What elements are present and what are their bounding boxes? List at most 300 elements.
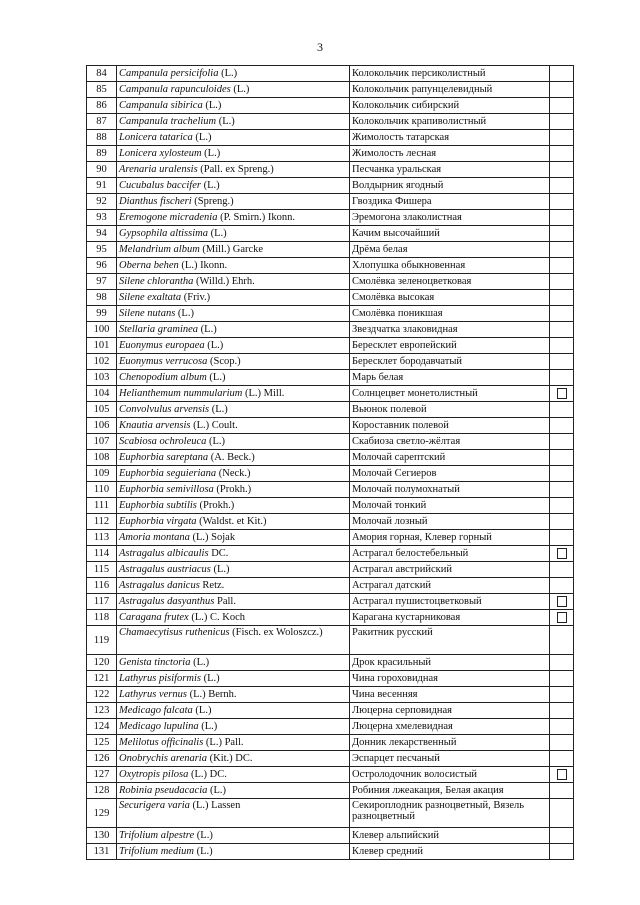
mark-cell [550, 482, 574, 498]
russian-name-cell: Карагана кустарниковая [350, 610, 550, 626]
mark-cell [550, 274, 574, 290]
russian-name-cell: Астрагал белостебельный [350, 546, 550, 562]
mark-cell [550, 82, 574, 98]
latin-name-cell [117, 306, 350, 322]
row-number: 110 [87, 482, 117, 498]
table-row [87, 130, 574, 146]
mark-cell [550, 450, 574, 466]
row-number: 94 [87, 226, 117, 242]
latin-author: (L.) [203, 673, 220, 684]
table-row [87, 66, 574, 82]
latin-genus-species: Medicago lupulina [119, 721, 199, 732]
latin-genus-species: Stellaria graminea [119, 324, 199, 335]
latin-name-cell [117, 828, 350, 844]
mark-cell [550, 530, 574, 546]
checkbox-square-icon [557, 769, 567, 780]
row-number: 126 [87, 751, 117, 767]
table-row [87, 466, 574, 482]
row-number: 122 [87, 687, 117, 703]
latin-name-cell [117, 498, 350, 514]
russian-name-cell: Бересклет европейский [350, 338, 550, 354]
russian-name-cell: Эремогона злаколистная [350, 210, 550, 226]
latin-author: (Waldst. et Kit.) [199, 516, 267, 527]
table-row [87, 828, 574, 844]
table-row [87, 242, 574, 258]
latin-author: (L.) [221, 68, 238, 79]
latin-name-cell [117, 530, 350, 546]
russian-name-cell: Смолёвка высокая [350, 290, 550, 306]
table-row [87, 719, 574, 735]
latin-genus-species: Caragana frutex [119, 612, 189, 623]
russian-name-cell: Колокольчик персиколистный [350, 66, 550, 82]
mark-cell [550, 306, 574, 322]
latin-author: (L.) Sojak [192, 532, 236, 543]
table-row [87, 98, 574, 114]
mark-cell [550, 338, 574, 354]
latin-author: (L.) [211, 404, 228, 415]
russian-name-cell: Колокольчик рапунцелевидный [350, 82, 550, 98]
latin-name-cell [117, 735, 350, 751]
latin-genus-species: Gypsophila altissima [119, 228, 208, 239]
latin-genus-species: Melilotus officinalis [119, 737, 204, 748]
row-number: 88 [87, 130, 117, 146]
latin-author: (L.) DC. [190, 769, 227, 780]
russian-name-cell: Молочай сарептский [350, 450, 550, 466]
latin-genus-species: Campanula sibirica [119, 100, 203, 111]
latin-author: (Spreng.) [194, 196, 234, 207]
table-row [87, 735, 574, 751]
latin-name-cell [117, 226, 350, 242]
row-number: 97 [87, 274, 117, 290]
russian-name-cell: Колокольчик сибирский [350, 98, 550, 114]
mark-cell [550, 514, 574, 530]
table-row [87, 687, 574, 703]
table-row [87, 178, 574, 194]
latin-author: (L.) [193, 657, 210, 668]
table-row [87, 418, 574, 434]
row-number: 85 [87, 82, 117, 98]
latin-genus-species: Campanula persicifolia [119, 68, 219, 79]
latin-author: (Willd.) Ehrh. [196, 276, 255, 287]
table-row [87, 146, 574, 162]
latin-genus-species: Euphorbia sareptana [119, 452, 209, 463]
latin-name-cell [117, 402, 350, 418]
mark-cell [550, 719, 574, 735]
mark-cell [550, 828, 574, 844]
latin-genus-species: Trifolium alpestre [119, 830, 195, 841]
row-number: 131 [87, 844, 117, 860]
latin-name-cell [117, 370, 350, 386]
row-number: 109 [87, 466, 117, 482]
russian-name-cell: Астрагал австрийский [350, 562, 550, 578]
latin-genus-species: Euphorbia subtilis [119, 500, 197, 511]
row-number: 99 [87, 306, 117, 322]
checkbox-square-icon [557, 596, 567, 607]
latin-name-cell [117, 450, 350, 466]
table-row [87, 626, 574, 655]
latin-genus-species: Astragalus dasyanthus [119, 596, 215, 607]
latin-author: Retz. [202, 580, 225, 591]
mark-cell [550, 226, 574, 242]
latin-genus-species: Astragalus albicaulis [119, 548, 209, 559]
mark-cell [550, 178, 574, 194]
latin-genus-species: Chamaecytisus ruthenicus [119, 627, 230, 638]
latin-genus-species: Robinia pseudacacia [119, 785, 208, 796]
latin-author: (L.) [203, 180, 220, 191]
mark-cell [550, 767, 574, 783]
latin-genus-species: Helianthemum nummularium [119, 388, 243, 399]
latin-genus-species: Campanula trachelium [119, 116, 217, 127]
russian-name-cell: Клевер альпийский [350, 828, 550, 844]
latin-genus-species: Euphorbia semivillosa [119, 484, 214, 495]
mark-cell [550, 162, 574, 178]
mark-cell [550, 210, 574, 226]
table-row [87, 751, 574, 767]
russian-name-cell: Молочай лозный [350, 514, 550, 530]
row-number: 127 [87, 767, 117, 783]
mark-cell [550, 466, 574, 482]
row-number: 107 [87, 434, 117, 450]
latin-genus-species: Dianthus fischeri [119, 196, 192, 207]
row-number: 105 [87, 402, 117, 418]
latin-genus-species: Amoria montana [119, 532, 190, 543]
row-number: 108 [87, 450, 117, 466]
latin-genus-species: Convolvulus arvensis [119, 404, 210, 415]
latin-name-cell [117, 751, 350, 767]
russian-name-cell: Короставник полевой [350, 418, 550, 434]
row-number: 84 [87, 66, 117, 82]
mark-cell [550, 498, 574, 514]
row-number: 96 [87, 258, 117, 274]
latin-genus-species: Medicago falcata [119, 705, 193, 716]
latin-name-cell [117, 783, 350, 799]
russian-name-cell: Амория горная, Клевер горный [350, 530, 550, 546]
latin-author: (L.) [210, 228, 227, 239]
latin-name-cell [117, 626, 350, 655]
russian-name-cell: Люцерна серповидная [350, 703, 550, 719]
latin-author: (Fisch. ex Woloszcz.) [232, 627, 323, 638]
latin-author: (L.) [196, 846, 213, 857]
latin-genus-species: Silene chlorantha [119, 276, 194, 287]
russian-name-cell: Жимолость лесная [350, 146, 550, 162]
russian-name-cell: Гвоздика Фишера [350, 194, 550, 210]
russian-name-cell: Чина гороховидная [350, 671, 550, 687]
latin-genus-species: Chenopodium album [119, 372, 207, 383]
russian-name-cell: Звездчатка злаковидная [350, 322, 550, 338]
latin-author: (L.) C. Koch [191, 612, 245, 623]
latin-author: (P. Smirn.) Ikonn. [220, 212, 296, 223]
russian-name-cell: Песчанка уральская [350, 162, 550, 178]
mark-cell [550, 370, 574, 386]
latin-author: (L.) [209, 436, 226, 447]
mark-cell [550, 655, 574, 671]
mark-cell [550, 242, 574, 258]
latin-genus-species: Lathyrus vernus [119, 689, 187, 700]
mark-cell [550, 687, 574, 703]
row-number: 129 [87, 799, 117, 828]
latin-genus-species: Lonicera tatarica [119, 132, 193, 143]
row-number: 111 [87, 498, 117, 514]
table-row [87, 562, 574, 578]
mark-cell [550, 258, 574, 274]
table-row [87, 194, 574, 210]
latin-genus-species: Arenaria uralensis [119, 164, 198, 175]
mark-cell [550, 290, 574, 306]
latin-name-cell [117, 546, 350, 562]
latin-author: (L.) [204, 148, 221, 159]
latin-author: (L.) [201, 721, 218, 732]
latin-genus-species: Euonymus europaea [119, 340, 205, 351]
table-row [87, 799, 574, 828]
latin-genus-species: Oxytropis pilosa [119, 769, 189, 780]
latin-author: DC. [211, 548, 229, 559]
russian-name-cell: Астрагал датский [350, 578, 550, 594]
latin-genus-species: Astragalus austriacus [119, 564, 211, 575]
table-row [87, 322, 574, 338]
mark-cell [550, 114, 574, 130]
latin-name-cell [117, 66, 350, 82]
table-row [87, 482, 574, 498]
latin-name-cell [117, 578, 350, 594]
latin-name-cell [117, 242, 350, 258]
table-row [87, 338, 574, 354]
row-number: 125 [87, 735, 117, 751]
latin-name-cell [117, 322, 350, 338]
russian-name-cell: Чина весенняя [350, 687, 550, 703]
row-number: 91 [87, 178, 117, 194]
latin-name-cell [117, 274, 350, 290]
latin-author: (Prokh.) [199, 500, 235, 511]
latin-name-cell [117, 514, 350, 530]
russian-name-cell: Молочай тонкий [350, 498, 550, 514]
latin-author: (Scop.) [209, 356, 241, 367]
russian-name-cell: Колокольчик крапиволистный [350, 114, 550, 130]
russian-name-cell: Бересклет бородавчатый [350, 354, 550, 370]
latin-name-cell [117, 98, 350, 114]
mark-cell [550, 562, 574, 578]
row-number: 86 [87, 98, 117, 114]
russian-name-cell: Молочай полумохнатый [350, 482, 550, 498]
russian-name-cell: Качим высочайший [350, 226, 550, 242]
table-row [87, 114, 574, 130]
table-row [87, 703, 574, 719]
russian-name-cell: Дрок красильный [350, 655, 550, 671]
latin-author: Pall. [217, 596, 236, 607]
latin-genus-species: Eremogone micradenia [119, 212, 218, 223]
latin-author: (L.) [209, 785, 227, 796]
table-row [87, 844, 574, 860]
mark-cell [550, 783, 574, 799]
latin-genus-species: Astragalus danicus [119, 580, 200, 591]
mark-cell [550, 66, 574, 82]
russian-name-cell: Секироплодник разноцветный, Вязель разноцветный [350, 799, 550, 828]
row-number: 103 [87, 370, 117, 386]
latin-name-cell [117, 466, 350, 482]
latin-genus-species: Scabiosa ochroleuca [119, 436, 207, 447]
latin-genus-species: Silene nutans [119, 308, 176, 319]
russian-name-cell: Волдырник ягодный [350, 178, 550, 194]
table-row [87, 258, 574, 274]
row-number: 118 [87, 610, 117, 626]
mark-cell [550, 546, 574, 562]
latin-genus-species: Lonicera xylosteum [119, 148, 202, 159]
latin-author: (L.) [218, 116, 235, 127]
russian-name-cell: Робиния лжеакация, Белая акация [350, 783, 550, 799]
row-number: 114 [87, 546, 117, 562]
table-row [87, 370, 574, 386]
table-row [87, 578, 574, 594]
table-row [87, 290, 574, 306]
row-number: 89 [87, 146, 117, 162]
mark-cell [550, 402, 574, 418]
table-row [87, 671, 574, 687]
mark-cell [550, 594, 574, 610]
latin-name-cell [117, 210, 350, 226]
latin-author: (L.) [196, 830, 213, 841]
row-number: 128 [87, 783, 117, 799]
row-number: 124 [87, 719, 117, 735]
latin-genus-species: Melandrium album [119, 244, 200, 255]
row-number: 101 [87, 338, 117, 354]
mark-cell [550, 130, 574, 146]
table-row [87, 226, 574, 242]
mark-cell [550, 703, 574, 719]
table-row [87, 354, 574, 370]
mark-cell [550, 354, 574, 370]
mark-cell [550, 386, 574, 402]
mark-cell [550, 98, 574, 114]
latin-name-cell [117, 482, 350, 498]
species-table-body [87, 66, 574, 860]
latin-author: (A. Beck.) [210, 452, 255, 463]
latin-genus-species: Knautia arvensis [119, 420, 191, 431]
latin-name-cell [117, 386, 350, 402]
table-row [87, 610, 574, 626]
latin-name-cell [117, 719, 350, 735]
mark-cell [550, 322, 574, 338]
row-number: 95 [87, 242, 117, 258]
table-row [87, 655, 574, 671]
latin-author: (L.) [209, 372, 226, 383]
mark-cell [550, 735, 574, 751]
latin-name-cell [117, 418, 350, 434]
latin-name-cell [117, 194, 350, 210]
latin-author: (L.) [177, 308, 194, 319]
table-row [87, 386, 574, 402]
latin-name-cell [117, 703, 350, 719]
mark-cell [550, 671, 574, 687]
latin-name-cell [117, 338, 350, 354]
latin-name-cell [117, 594, 350, 610]
mark-cell [550, 146, 574, 162]
latin-name-cell [117, 434, 350, 450]
row-number: 92 [87, 194, 117, 210]
latin-name-cell [117, 844, 350, 860]
latin-genus-species: Onobrychis arenaria [119, 753, 207, 764]
row-number: 113 [87, 530, 117, 546]
table-row [87, 450, 574, 466]
latin-author: (L.) [195, 705, 212, 716]
latin-name-cell [117, 799, 350, 828]
latin-name-cell [117, 767, 350, 783]
latin-genus-species: Oberna behen [119, 260, 179, 271]
latin-author: (Kit.) DC. [209, 753, 253, 764]
row-number: 106 [87, 418, 117, 434]
latin-author: (L.) Mill. [245, 388, 285, 399]
table-row [87, 402, 574, 418]
row-number: 117 [87, 594, 117, 610]
table-row [87, 514, 574, 530]
mark-cell [550, 626, 574, 655]
latin-name-cell [117, 610, 350, 626]
row-number: 98 [87, 290, 117, 306]
table-row [87, 210, 574, 226]
russian-name-cell: Солнцецвет монетолистный [350, 386, 550, 402]
row-number: 123 [87, 703, 117, 719]
mark-cell [550, 194, 574, 210]
latin-name-cell [117, 687, 350, 703]
latin-author: (L.) Lassen [192, 800, 241, 811]
latin-author: (L.) Coult. [193, 420, 238, 431]
table-row [87, 783, 574, 799]
latin-author: (L.) [213, 564, 230, 575]
row-number: 130 [87, 828, 117, 844]
row-number: 93 [87, 210, 117, 226]
latin-author: (Mill.) Garcke [202, 244, 264, 255]
mark-cell [550, 799, 574, 828]
checkbox-square-icon [557, 548, 567, 559]
table-row [87, 530, 574, 546]
russian-name-cell: Марь белая [350, 370, 550, 386]
latin-author: (L.) Ikonn. [181, 260, 228, 271]
latin-author: (Prokh.) [216, 484, 252, 495]
latin-name-cell [117, 290, 350, 306]
latin-author: (Pall. ex Spreng.) [200, 164, 274, 175]
checkbox-square-icon [557, 388, 567, 399]
checkbox-square-icon [557, 612, 567, 623]
row-number: 112 [87, 514, 117, 530]
table-row [87, 274, 574, 290]
russian-name-cell: Скабиоза светло-жёлтая [350, 434, 550, 450]
latin-author: (L.) Bernh. [189, 689, 237, 700]
latin-name-cell [117, 146, 350, 162]
species-table [86, 65, 574, 860]
russian-name-cell: Ракитник русский [350, 626, 550, 655]
latin-name-cell [117, 114, 350, 130]
row-number: 104 [87, 386, 117, 402]
table-row [87, 594, 574, 610]
russian-name-cell: Эспарцет песчаный [350, 751, 550, 767]
table-row [87, 498, 574, 514]
latin-name-cell [117, 162, 350, 178]
latin-name-cell [117, 354, 350, 370]
latin-name-cell [117, 671, 350, 687]
latin-author: (Friv.) [183, 292, 211, 303]
latin-genus-species: Euphorbia virgata [119, 516, 197, 527]
russian-name-cell: Донник лекарственный [350, 735, 550, 751]
latin-author: (Neck.) [218, 468, 251, 479]
russian-name-cell: Дрёма белая [350, 242, 550, 258]
latin-genus-species: Silene exaltata [119, 292, 182, 303]
russian-name-cell: Хлопушка обыкновенная [350, 258, 550, 274]
russian-name-cell: Жимолость татарская [350, 130, 550, 146]
russian-name-cell: Клевер средний [350, 844, 550, 860]
table-row [87, 82, 574, 98]
mark-cell [550, 434, 574, 450]
mark-cell [550, 751, 574, 767]
latin-name-cell [117, 130, 350, 146]
row-number: 121 [87, 671, 117, 687]
